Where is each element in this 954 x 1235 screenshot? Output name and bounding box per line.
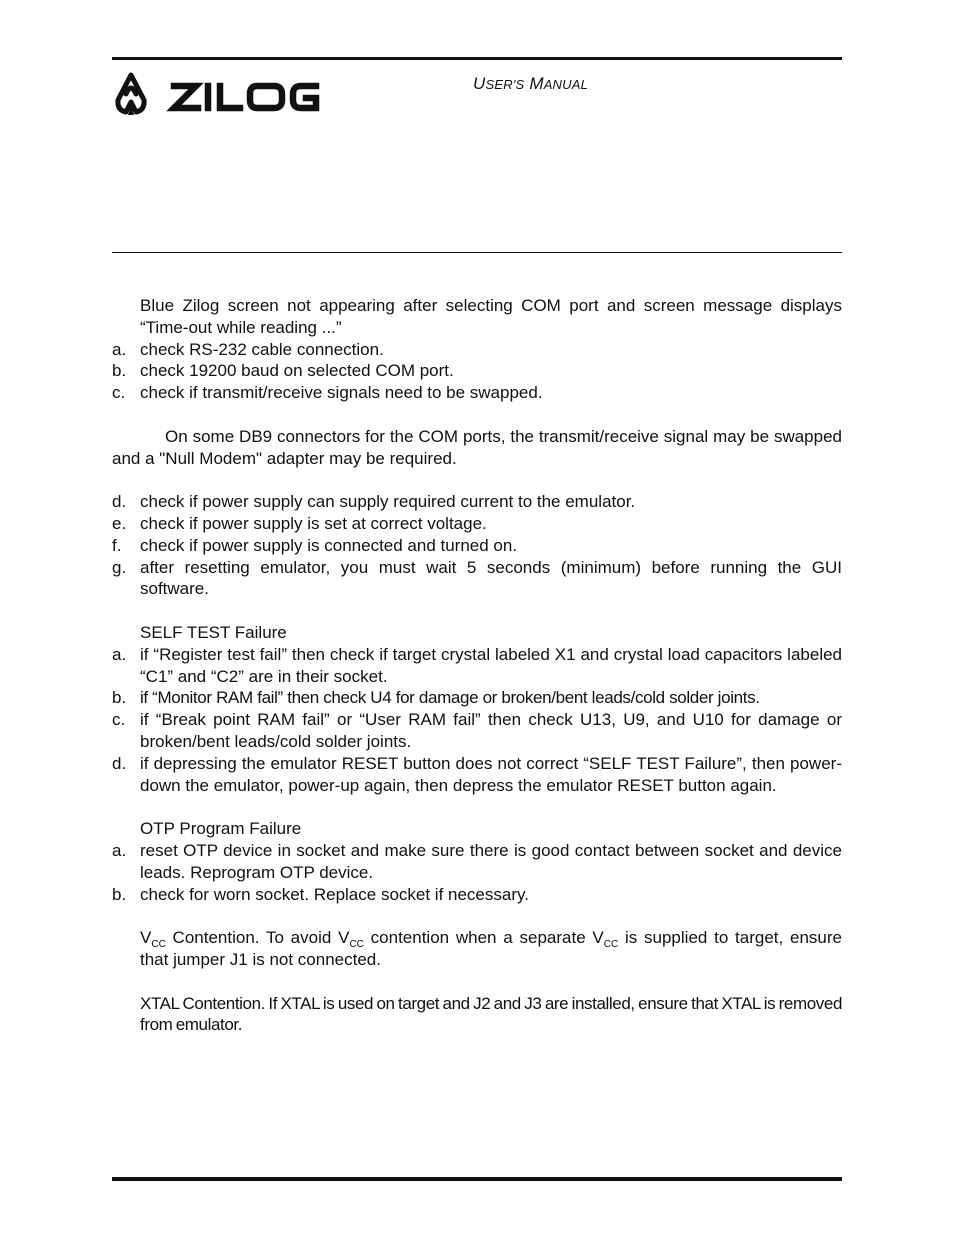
zilog-logo [114,70,324,125]
list-item: g. after resetting emulator, you must wait 5 seconds (minimum) before running the GUI software. [112,557,842,599]
list-item: d. if depressing the emulator RESET button does not correct “SELF TEST Failure”, then power-down the emulator, power-up again, then depress the emulator RESET button again. [112,753,842,795]
xtal-contention-paragraph: XTAL Contention. If XTAL is used on target and J2 and J3 are installed, ensure that XTAL is removed from emulator. [140,993,842,1035]
list-item: a. reset OTP device in socket and make sure there is good contact between socket and device leads. Reprogram OTP device. [112,840,842,882]
self-test-heading: SELF TEST Failure [140,622,287,642]
list-item: b. check 19200 baud on selected COM port. [112,361,454,381]
list-item: e. check if power supply is set at correct voltage. [112,513,487,533]
null-modem-note: On some DB9 connectors for the COM ports, the transmit/receive signal may be swapped and a "Null Modem" adapter may be required. [112,426,842,468]
header-title: USER'S MANUAL [473,74,589,93]
header-rule [112,252,842,253]
troubleshooting-content [112,295,842,1036]
top-rule [112,57,842,60]
list-item: b. if “Monitor RAM fail” then check U4 for damage or broken/bent leads/cold solder joints. [112,688,760,708]
footer-rule [112,1177,842,1181]
list-item: a. if “Register test fail” then check if target crystal labeled X1 and crystal load capacitors labeled “C1” and “C2” are in their socket. [112,644,842,686]
list-item: f. check if power supply is connected and turned on. [112,535,518,555]
list-item: b. check for worn socket. Replace socket if necessary. [112,884,529,904]
otp-heading: OTP Program Failure [140,819,302,839]
list-item: d. check if power supply can supply required current to the emulator. [112,492,636,512]
vcc-contention-paragraph: $V_{CC}$ Contention. To avoid $V_{CC}$ contention when a separate $V_{CC}$ is supplied to target, ensure that jumper J1 is not connected. [140,928,842,969]
list-item: a. check RS-232 cable connection. [112,339,384,359]
list-item: c. if “Break point RAM fail” or “User RAM fail” then check U13, U9, and U10 for damage or broken/bent leads/cold solder joints. [112,710,842,751]
list-item: c. check if transmit/receive signals need to be swapped. [112,383,543,403]
com-port-intro: Blue Zilog screen not appearing after selecting COM port and screen message displays “Time-out while reading ...” [140,296,842,337]
